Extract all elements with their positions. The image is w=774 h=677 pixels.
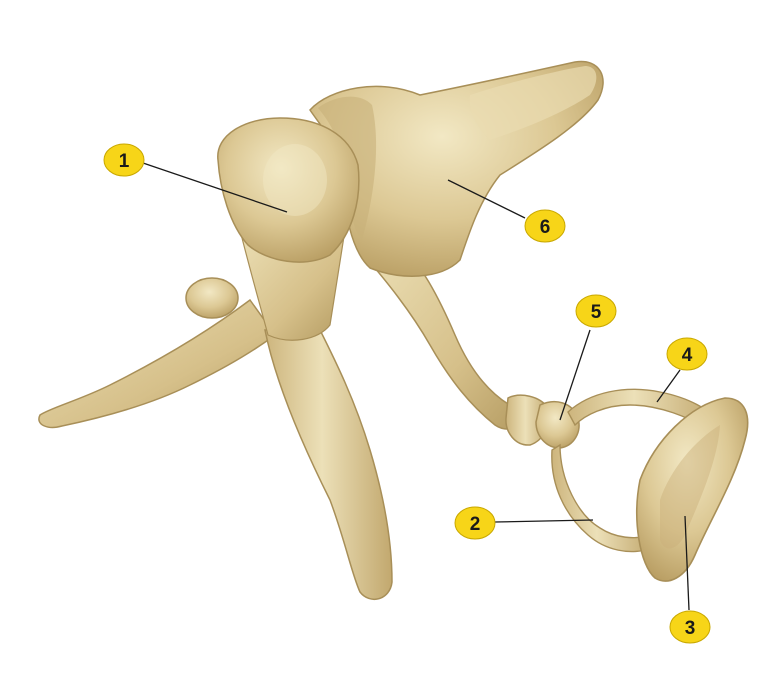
malleus-anterior-process (39, 300, 275, 427)
marker-4-label: 4 (681, 345, 693, 366)
marker-5-label: 5 (590, 302, 602, 323)
marker-5 (576, 295, 616, 327)
malleus-manubrium (265, 330, 392, 599)
marker-1-label: 1 (118, 151, 130, 172)
marker-4 (667, 338, 707, 370)
malleus-bone (39, 118, 392, 599)
stapes-bone (536, 389, 748, 581)
marker-6-label: 6 (539, 217, 551, 238)
marker-6 (525, 210, 565, 242)
malleus-head-highlight (263, 144, 327, 216)
marker-2 (455, 507, 495, 539)
marker-3-label: 3 (684, 618, 696, 639)
marker-2-label: 2 (469, 514, 481, 535)
malleus-lateral-process (186, 278, 238, 318)
marker-1 (104, 144, 144, 176)
marker-3 (670, 611, 710, 643)
incus-bone (310, 61, 603, 445)
